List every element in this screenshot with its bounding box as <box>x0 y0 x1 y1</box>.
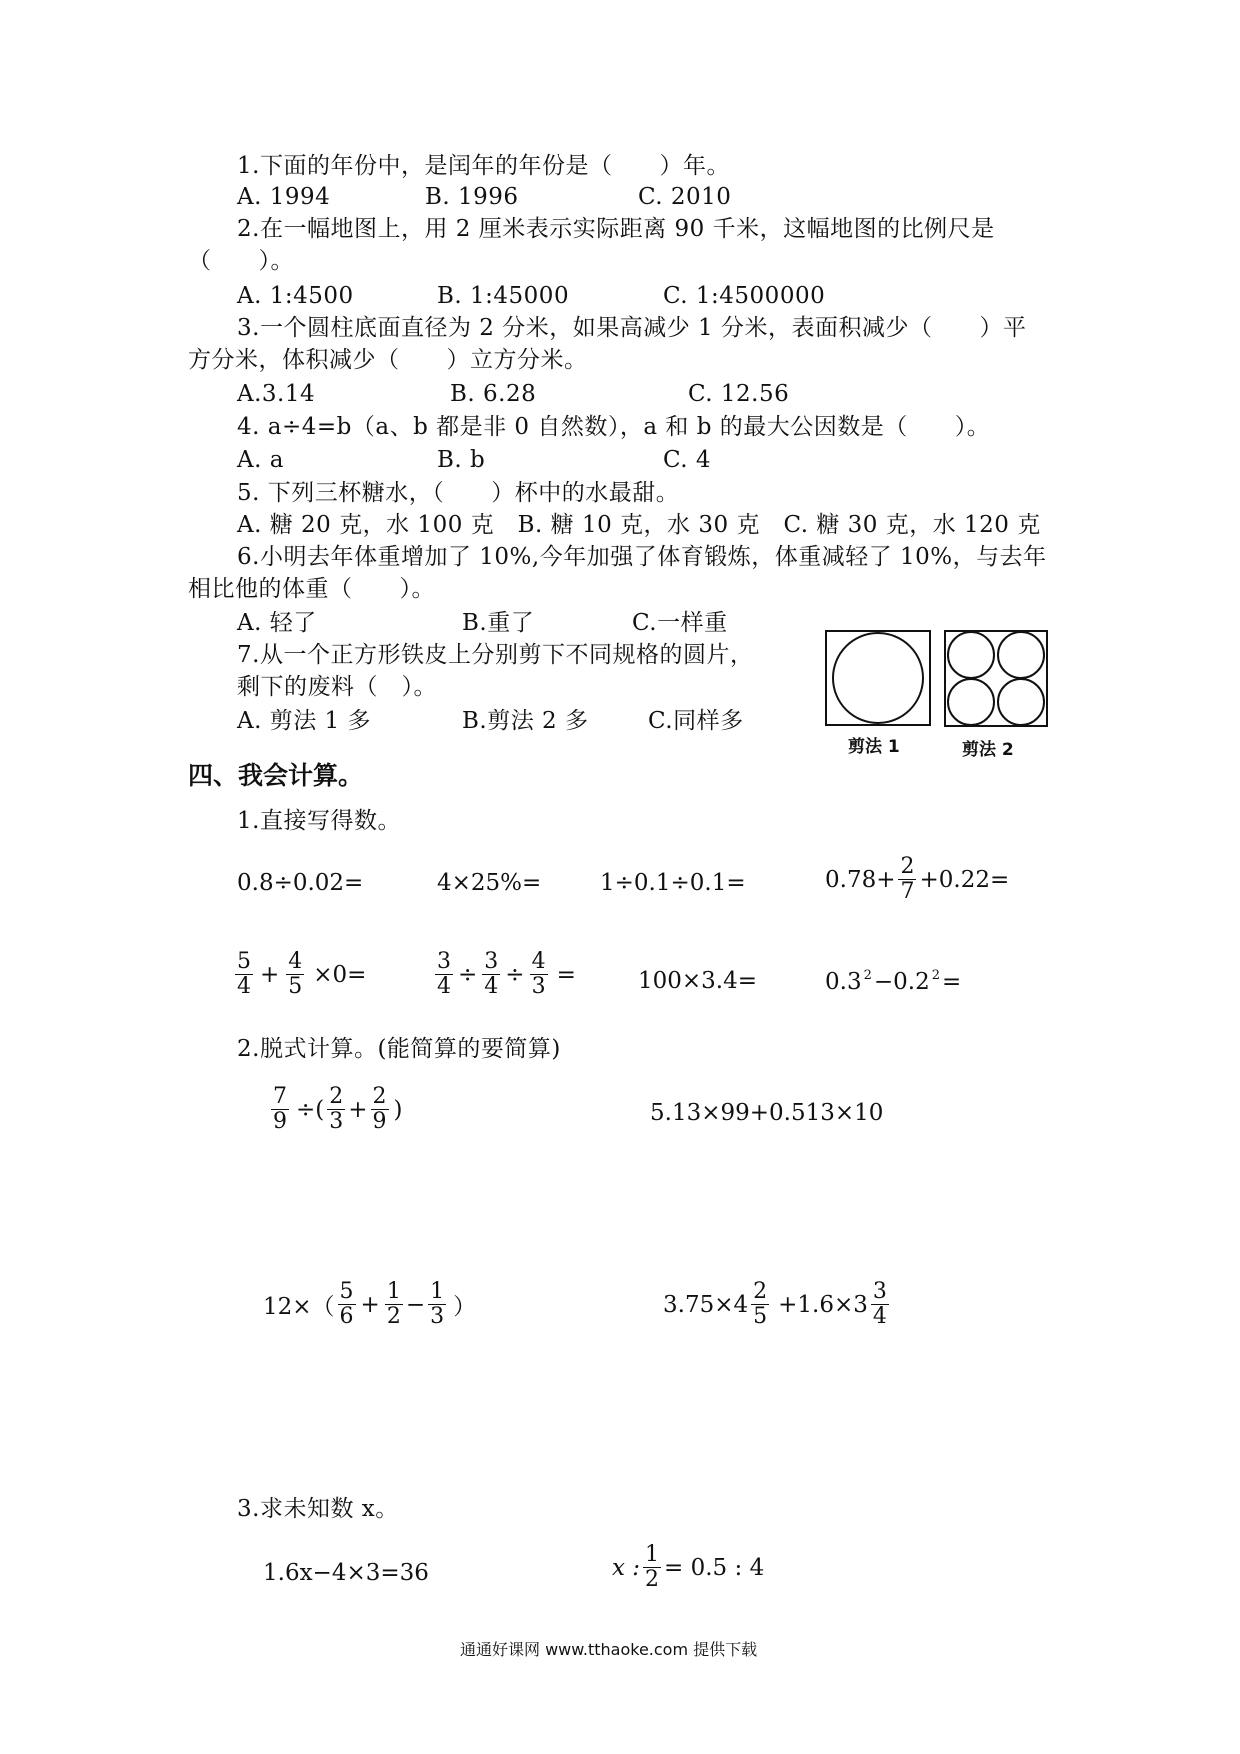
part3-title: 3.求未知数 x。 <box>237 1496 399 1522</box>
cut-method-1-figure <box>826 631 930 725</box>
q6-option-b: B.重了 <box>462 610 535 636</box>
q2-option-b: B. 1:45000 <box>437 283 570 309</box>
cut-method-2-figure <box>945 631 1047 726</box>
q7-option-a: A. 剪法 1 多 <box>237 708 371 734</box>
expr-d: 3.75×4 $\frac{2}{5}$ +1.6×3 $\frac{3}{4}$ <box>663 1279 887 1329</box>
fig-label-2: 剪法 2 <box>962 740 1014 760</box>
fig-label-1: 剪法 1 <box>848 737 900 757</box>
q5-options: A. 糖 20 克，水 100 克 B. 糖 10 克，水 30 克 C. 糖 30 克，水 120 克 <box>237 512 1041 538</box>
expr-c: 12×（ $\frac{5}{6}$ + $\frac{1}{2}$ − $\frac{1}{3}$ ） <box>263 1279 477 1329</box>
q2-stem: 2.在一幅地图上，用 2 厘米表示实际距离 90 千米，这幅地图的比例尺是 <box>237 216 995 242</box>
calc-4 <box>825 855 1009 904</box>
fraction: $\frac{3}{4}$ <box>437 949 451 999</box>
part1-title: 1.直接写得数。 <box>237 808 401 834</box>
q1-option-a: A. 1994 <box>237 184 331 210</box>
fraction: $\frac{2}{5}$ <box>753 1279 768 1329</box>
calc-6: $\frac{3}{4}$ ÷ $\frac{3}{4}$ ÷ $\frac{4}{3}$ = <box>437 949 576 999</box>
calc-5: $\frac{5}{4}$ + $\frac{4}{5}$ ×0= <box>237 949 367 999</box>
fraction: $\frac{1}{3}$ <box>430 1279 445 1329</box>
fraction: $\frac{7}{9}$ <box>273 1084 287 1134</box>
q7-stem-cont: 剩下的废料（ ）。 <box>237 674 437 700</box>
q3-option-a: A.3.14 <box>237 381 316 407</box>
section-heading: 四、我会计算。 <box>188 761 364 790</box>
q1-option-c: C. 2010 <box>638 184 732 210</box>
q2-option-c: C. 1:4500000 <box>663 283 826 309</box>
q5-stem: 5. 下列三杯糖水，（ ）杯中的水最甜。 <box>237 480 680 506</box>
q6-stem: 6.小明去年体重增加了 10%,今年加强了体育锻炼，体重减轻了 10%，与去年 <box>237 544 1047 570</box>
fraction: $\frac{5}{6}$ <box>339 1279 354 1329</box>
q7-option-b: B.剪法 2 多 <box>462 708 589 734</box>
fraction: $\frac{3}{4}$ <box>872 1279 887 1329</box>
calc-2: 4×25%= <box>437 870 542 896</box>
q4-stem: 4. a÷4=b（a、b 都是非 0 自然数），a 和 b 的最大公因数是（ ）。 <box>237 414 991 440</box>
cutting-diagram <box>825 630 1050 730</box>
calc-4-a: 0.78+ <box>825 866 896 893</box>
q1-stem: 1.下面的年份中，是闰年的年份是（ ）年。 <box>237 153 730 179</box>
fraction: $\frac{3}{4}$ <box>484 949 499 999</box>
q2-option-a: A. 1:4500 <box>237 283 354 309</box>
q4-option-c: C. 4 <box>663 447 712 473</box>
fraction: $\frac{2}{9}$ <box>372 1084 387 1134</box>
part2-title: 2.脱式计算。(能简算的要简算) <box>237 1036 561 1062</box>
q7-stem: 7.从一个正方形铁皮上分别剪下不同规格的圆片， <box>237 642 754 668</box>
q1-option-b: B. 1996 <box>425 184 519 210</box>
expr-a: $\frac{7}{9}$ ÷( $\frac{2}{3}$ + $\frac{2}{9}$ ) <box>273 1084 403 1134</box>
fraction: $\frac{1}{2}$ <box>386 1279 401 1329</box>
calc-4-b: +0.22= <box>919 866 1010 893</box>
expr-b: 5.13×99+0.513×10 <box>650 1100 884 1126</box>
q4-option-b: B. b <box>437 447 486 473</box>
equation-b: x : $\frac{1}{2}$ = 0.5 : 4 <box>612 1542 765 1592</box>
q3-stem: 3.一个圆柱底面直径为 2 分米，如果高减少 1 分米，表面积减少（ ）平 <box>237 315 1027 341</box>
calc-3: 1÷0.1÷0.1= <box>600 870 746 896</box>
q6-option-c: C.一样重 <box>632 610 728 636</box>
q7-option-c: C.同样多 <box>648 708 744 734</box>
fraction: $\frac{5}{4}$ <box>237 949 251 999</box>
q4-option-a: A. a <box>237 447 284 473</box>
calc-1: 0.8÷0.02= <box>237 870 364 896</box>
calc-7: 100×3.4= <box>638 968 758 994</box>
calc-8: 0.3 $^2$−0.2 $^2$= <box>825 968 962 995</box>
q3-option-c: C. 12.56 <box>688 381 790 407</box>
footer-credit: 通通好课网 www.tthaoke.com 提供下载 <box>460 1640 758 1659</box>
q3-option-b: B. 6.28 <box>450 381 537 407</box>
fraction: $\frac{1}{2}$ <box>645 1542 660 1592</box>
fraction: $\frac{2}{7}$ <box>900 854 915 904</box>
fraction: $\frac{2}{3}$ <box>329 1084 344 1134</box>
fraction: $\frac{4}{5}$ <box>288 949 303 999</box>
fraction: $\frac{4}{3}$ <box>531 949 546 999</box>
q6-stem-cont: 相比他的体重（ ）。 <box>188 576 435 602</box>
q2-stem-cont: （ ）。 <box>188 248 294 274</box>
equation-a: 1.6x−4×3=36 <box>263 1560 429 1586</box>
q3-stem-cont: 方分米，体积减少（ ）立方分米。 <box>188 347 588 373</box>
q6-option-a: A. 轻了 <box>237 610 317 636</box>
